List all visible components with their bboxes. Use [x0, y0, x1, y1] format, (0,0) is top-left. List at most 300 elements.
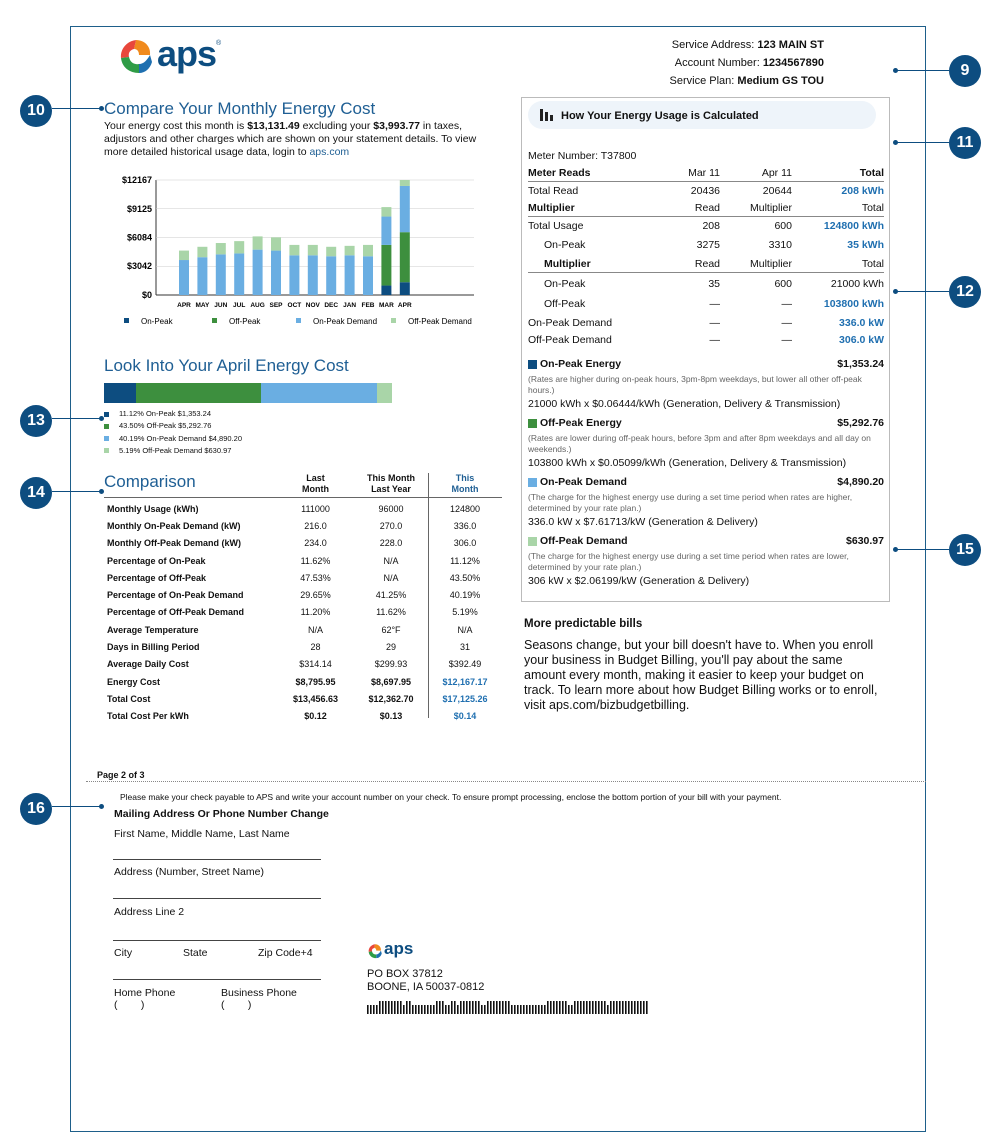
barcode-bar — [373, 1005, 375, 1014]
comparison-table — [107, 500, 501, 725]
barcode-bar — [553, 1001, 555, 1014]
charge-note: (The charge for the highest energy use during a set time period when rates are higher, determined by your rate plan.) — [528, 492, 853, 513]
barcode-bar — [634, 1001, 636, 1014]
charge-header — [528, 415, 884, 431]
barcode-bar — [577, 1001, 579, 1014]
barcode-bar — [403, 1005, 405, 1014]
barcode-bar — [508, 1001, 510, 1014]
meter-row — [528, 314, 884, 331]
bar-segment — [363, 256, 373, 295]
meter-reads-table — [528, 164, 884, 348]
comparison-cell: Percentage of Off-Peak Demand — [107, 607, 245, 618]
barcode-bar — [640, 1001, 642, 1014]
barcode-bar — [565, 1001, 567, 1014]
logo-text: aps — [157, 33, 217, 74]
comparison-cell: 124800 — [449, 503, 481, 514]
april-cost-segment — [136, 383, 261, 403]
meter-cell: 3275 — [696, 239, 720, 251]
charge-swatch — [528, 478, 537, 487]
barcode-bar — [595, 1001, 597, 1014]
callout-11-line — [896, 142, 949, 143]
comparison-cell: 40.19% — [449, 590, 481, 601]
charge-calculation: 306 kW x $2.06199/kW (Generation & Delivery) — [528, 575, 750, 587]
barcode-bar — [451, 1001, 453, 1014]
charge-name: On-Peak Energy — [540, 358, 622, 370]
city-label: City — [114, 947, 133, 959]
comparison-cell: 11.62% — [300, 555, 331, 566]
barcode-bar — [427, 1005, 429, 1014]
charge-calculation: 336.0 kW x $7.61713/kW (Generation & Delivery) — [528, 516, 758, 528]
callout-16-dot — [99, 804, 104, 809]
meter-cell: Off-Peak Demand — [528, 333, 612, 346]
meter-cell: 20436 — [690, 184, 720, 197]
payment-instructions: Please make your check payable to APS and write your account number on your check. To ensure prompt processing, enclose the bottom portion of your bill with your payment. — [120, 792, 782, 802]
barcode-bar — [547, 1001, 549, 1014]
budget-title: More predictable bills — [524, 618, 643, 630]
aps-logo — [117, 33, 227, 76]
barcode-bar — [442, 1001, 444, 1014]
comparison-cell: $0.14 — [453, 711, 477, 722]
barcode-bar — [367, 1005, 369, 1014]
meter-cell: 124800 kWh — [823, 220, 884, 232]
address-line2-label: Address Line 2 — [114, 906, 185, 918]
y-tick-label: $6084 — [126, 232, 152, 243]
city-state-zip-field[interactable] — [113, 979, 321, 980]
meter-row — [528, 182, 884, 200]
comparison-cell: 234.0 — [304, 538, 327, 549]
bar-segment — [381, 245, 391, 286]
barcode-bar — [580, 1001, 582, 1014]
comparison-rule — [104, 497, 502, 498]
legend-swatch — [104, 436, 109, 441]
callout-9-line — [896, 70, 949, 71]
remit-logo — [367, 941, 427, 961]
barcode-bar — [511, 1005, 513, 1014]
charge-header — [528, 474, 884, 490]
comparison-cell: Percentage of On-Peak Demand — [107, 590, 244, 601]
calc-title: How Your Energy Usage is Calculated — [561, 110, 759, 122]
legend-swatch — [124, 318, 129, 323]
home-phone-label: Home Phone — [114, 987, 176, 999]
comparison-cell: $392.49 — [448, 659, 482, 670]
barcode-bar — [379, 1001, 381, 1014]
callout-14-line — [52, 491, 100, 492]
april-legend-item — [104, 445, 242, 457]
barcode-bar — [496, 1001, 498, 1014]
barcode-bar — [610, 1001, 612, 1014]
charge-amount: $630.97 — [846, 535, 884, 547]
look-title: Look Into Your April Energy Cost — [104, 356, 349, 375]
charge-note: (The charge for the highest energy use during a set time period when rates are lower, determined by your rate plan.) — [528, 551, 849, 572]
callout-9: 9 — [949, 55, 981, 87]
barcode-bar — [586, 1001, 588, 1014]
col-this-month: This Month — [451, 473, 479, 494]
meter-cell: On-Peak Demand — [528, 316, 613, 329]
col-this-month-last-year: This Month Last Year — [367, 473, 415, 494]
meter-cell: 208 — [702, 220, 720, 232]
charge-swatch — [528, 360, 537, 369]
x-tick-label: DEC — [324, 302, 339, 309]
comparison-row — [107, 656, 501, 673]
barcode-bar — [637, 1001, 639, 1014]
meter-cell: 35 kWh — [847, 239, 884, 251]
barcode-bar — [583, 1001, 585, 1014]
callout-16: 16 — [20, 793, 52, 825]
charge-swatch — [528, 419, 537, 428]
meter-row — [528, 217, 884, 236]
comparison-cell: 43.50% — [449, 572, 481, 583]
compare-summary: Your energy cost this month is $13,131.49 excluding your $3,993.77 in taxes, adjustors and other charges which are shown on your statement details. To view more detailed historical usage data, login to aps.com — [104, 120, 477, 158]
meter-row — [528, 273, 884, 295]
meter-cell: 21000 kWh — [830, 277, 884, 290]
comparison-cell: 47.53% — [300, 572, 331, 583]
callout-10-line — [52, 108, 100, 109]
x-tick-label: SEP — [269, 302, 283, 309]
bar-segment — [271, 251, 281, 295]
legend-label: On-Peak Demand — [313, 317, 378, 326]
state-label: State — [183, 947, 208, 959]
budget-text: Seasons change, but your bill doesn't have to. When you enroll your business in Budget Billing, you'll pay about the same amount every month, making it easier to keep your budget on track. To learn more about how Budget Billing works or to enroll, visit aps.com/bizbudgetbilling. — [524, 638, 878, 712]
bar-segment — [289, 255, 299, 295]
x-tick-label: AUG — [250, 302, 265, 309]
barcode-bar — [604, 1001, 606, 1014]
x-tick-label: JAN — [343, 302, 357, 309]
y-tick-label: $12167 — [121, 175, 152, 185]
bar-segment — [179, 251, 189, 260]
april-legend-item — [104, 420, 242, 432]
meter-cell: Multiplier — [720, 199, 792, 217]
barcode-bar — [562, 1001, 564, 1014]
bar-segment — [400, 186, 410, 232]
bar-segment — [326, 256, 336, 295]
comparison-cell: Average Daily Cost — [107, 659, 189, 670]
comparison-cell: Total Cost — [107, 693, 151, 704]
barcode-bar — [535, 1005, 537, 1014]
comparison-cell: Average Temperature — [107, 624, 199, 635]
callout-11: 11 — [949, 127, 981, 159]
barcode-bar — [463, 1001, 465, 1014]
meter-cell: — — [709, 333, 720, 346]
charge-name: On-Peak Demand — [540, 476, 627, 488]
meter-row — [528, 235, 884, 255]
april-cost-segment — [104, 383, 136, 403]
bar-segment — [234, 253, 244, 295]
barcode-bar — [607, 1005, 609, 1014]
comparison-cell: 336.0 — [453, 520, 477, 531]
meter-cell: 600 — [774, 220, 792, 232]
y-tick-label: $3042 — [126, 261, 152, 272]
april-cost-segment — [261, 383, 377, 403]
service-plan: Service Plan: Medium GS TOU — [669, 75, 824, 87]
legend-label: Off-Peak Demand — [408, 317, 472, 326]
callout-13: 13 — [20, 405, 52, 437]
meter-cell: Total Usage — [528, 220, 584, 232]
charge-amount: $1,353.24 — [837, 358, 884, 370]
barcode-bar — [643, 1001, 645, 1014]
barcode-bar — [436, 1001, 438, 1014]
barcode-bar — [448, 1005, 450, 1014]
comparison-cell: 270.0 — [379, 520, 403, 531]
charge-item — [528, 415, 884, 471]
barcode-bar — [505, 1001, 507, 1014]
bar-segment — [308, 245, 318, 255]
barcode-bar — [418, 1005, 420, 1014]
barcode-bar — [472, 1001, 474, 1014]
aps-link[interactable]: aps.com — [309, 146, 350, 158]
barcode-bar — [391, 1001, 393, 1014]
col-last-month: Last Month — [302, 473, 329, 494]
meter-cell: — — [781, 316, 792, 329]
comparison-cell: 11.12% — [450, 555, 480, 566]
bar-segment — [400, 282, 410, 295]
account-number: Account Number: 1234567890 — [674, 57, 824, 69]
bar-segment — [197, 247, 207, 257]
logo-reg: ® — [216, 40, 222, 47]
barcode-bar — [529, 1005, 531, 1014]
barcode-bar — [619, 1001, 621, 1014]
meter-cell: 103800 kWh — [823, 298, 884, 310]
comparison-cell: Energy Cost — [107, 676, 161, 687]
meter-cell: Multiplier — [528, 255, 648, 273]
comparison-row — [107, 535, 501, 552]
bar-segment — [363, 245, 373, 256]
x-tick-label: FEB — [361, 302, 375, 309]
barcode-bar — [484, 1005, 486, 1014]
meter-cell: — — [781, 333, 792, 346]
meter-cell: Read — [648, 199, 720, 217]
barcode-bar — [424, 1005, 426, 1014]
y-tick-label: $0 — [141, 290, 152, 300]
meter-row — [528, 164, 884, 182]
comparison-cell: 62°F — [381, 624, 401, 635]
postal-barcode — [367, 1001, 649, 1014]
callout-13-line — [52, 418, 100, 419]
barcode-bar — [526, 1005, 528, 1014]
comparison-row — [107, 673, 501, 690]
address-line2-field[interactable] — [113, 940, 321, 941]
charge-calculation: 103800 kWh x $0.05099/kWh (Generation, Delivery & Transmission) — [528, 457, 847, 469]
comparison-cell: 11.62% — [376, 607, 406, 618]
comparison-row — [107, 586, 501, 603]
legend-text: 11.12% On-Peak $1,353.24 — [119, 409, 212, 418]
barcode-bar — [550, 1001, 552, 1014]
x-tick-label: APR — [177, 302, 191, 309]
callout-10: 10 — [20, 95, 52, 127]
meter-row — [528, 294, 884, 314]
comparison-cell: 29.65% — [300, 590, 331, 601]
barcode-bar — [514, 1005, 516, 1014]
bar-segment — [179, 260, 189, 295]
barcode-bar — [382, 1001, 384, 1014]
barcode-bar — [478, 1001, 480, 1014]
bar-segment — [234, 241, 244, 253]
remit-address — [367, 968, 484, 994]
name-field[interactable] — [113, 859, 321, 860]
meter-cell: Total — [792, 255, 884, 273]
comparison-cell: Percentage of Off-Peak — [107, 572, 207, 583]
barcode-bar — [385, 1001, 387, 1014]
meter-cell: 20644 — [762, 184, 792, 197]
meter-cell: 306.0 kW — [839, 333, 884, 346]
address-label: Address (Number, Street Name) — [114, 866, 264, 878]
service-header — [600, 36, 824, 90]
legend-swatch — [212, 318, 217, 323]
bar-segment — [253, 236, 263, 249]
legend-swatch — [296, 318, 301, 323]
barcode-bar — [433, 1005, 435, 1014]
comparison-cell: $0.13 — [379, 711, 403, 722]
meter-cell: — — [709, 298, 720, 310]
home-phone-field[interactable]: ( ) — [114, 999, 145, 1011]
barcode-bar — [613, 1001, 615, 1014]
address-field[interactable] — [113, 898, 321, 899]
compare-title: Compare Your Monthly Energy Cost — [104, 99, 376, 118]
april-cost-segment — [377, 383, 392, 403]
barcode-bar — [409, 1001, 411, 1014]
mailing-title: Mailing Address Or Phone Number Change — [114, 808, 329, 820]
bar-segment — [381, 286, 391, 295]
x-tick-label: NOV — [305, 302, 320, 309]
bar-segment — [289, 245, 299, 255]
barcode-bar — [589, 1001, 591, 1014]
barcode-bar — [412, 1005, 414, 1014]
meter-cell: 3310 — [768, 239, 792, 251]
meter-row — [528, 199, 884, 217]
comparison-cell: Monthly On-Peak Demand (kW) — [107, 520, 241, 531]
legend-text: 43.50% Off-Peak $5,292.76 — [119, 421, 212, 431]
meter-cell: 600 — [774, 277, 792, 290]
comparison-cell: 111000 — [301, 503, 330, 514]
x-tick-label: MAY — [195, 302, 210, 309]
barcode-bar — [628, 1001, 630, 1014]
legend-label: Off-Peak — [229, 317, 261, 326]
meter-cell: Multiplier — [528, 199, 648, 217]
meter-cell: On-Peak — [544, 239, 586, 251]
meter-number: Meter Number: T37800 — [528, 150, 637, 162]
comparison-cell: N/A — [457, 624, 473, 635]
barcode-bar — [598, 1001, 600, 1014]
bar-segment — [326, 247, 336, 256]
bar-segment — [197, 257, 207, 295]
comparison-cell: $8,697.95 — [370, 676, 412, 687]
barcode-bar — [388, 1001, 390, 1014]
barcode-bar — [532, 1005, 534, 1014]
business-phone-field[interactable]: ( ) — [221, 999, 252, 1011]
barcode-bar — [616, 1001, 618, 1014]
remit-logo-text: aps — [384, 939, 414, 958]
barcode-bar — [376, 1005, 378, 1014]
barcode-bar — [397, 1001, 399, 1014]
bar-segment — [400, 232, 410, 282]
comparison-cell: 29 — [385, 642, 396, 653]
barcode-bar — [523, 1005, 525, 1014]
barcode-bar — [571, 1005, 573, 1014]
barcode-bar — [406, 1001, 408, 1014]
comparison-cell: N/A — [383, 555, 399, 566]
legend-text: 5.19% Off-Peak Demand $630.97 — [119, 445, 232, 455]
april-legend-item — [104, 433, 242, 445]
charge-item — [528, 356, 884, 412]
comparison-title: Comparison — [104, 472, 196, 491]
callout-12-line — [896, 291, 949, 292]
meter-row — [528, 331, 884, 348]
barcode-bar — [394, 1001, 396, 1014]
meter-cell: 336.0 kW — [839, 316, 884, 329]
bar-segment — [345, 255, 355, 295]
comparison-cell: $17,125.26 — [442, 693, 488, 704]
bar-segment — [216, 243, 226, 254]
barcode-bar — [460, 1001, 462, 1014]
barcode-bar — [520, 1005, 522, 1014]
barcode-bar — [559, 1001, 561, 1014]
barcode-bar — [544, 1005, 546, 1014]
business-phone-label: Business Phone — [221, 987, 297, 999]
meter-cell: Read — [648, 255, 720, 273]
charge-note: (Rates are higher during on-peak hours, 3pm-8pm weekdays, but lower all other off-peak hours.) — [528, 374, 862, 395]
barcode-bar — [370, 1005, 372, 1014]
barcode-bar — [646, 1001, 648, 1014]
meter-cell: Total — [792, 199, 884, 217]
meter-cell: Multiplier — [720, 255, 792, 273]
barcode-bar — [430, 1005, 432, 1014]
comparison-cell: N/A — [383, 572, 399, 583]
legend-swatch — [104, 424, 109, 429]
charge-calculation: 21000 kWh x $0.06444/kWh (Generation, Delivery & Transmission) — [528, 398, 841, 410]
comparison-cell: 96000 — [378, 503, 404, 514]
charge-header — [528, 356, 884, 372]
callout-15: 15 — [949, 534, 981, 566]
comparison-row — [107, 638, 501, 655]
april-cost-legend — [104, 408, 242, 457]
meter-cell: 35 — [708, 277, 720, 290]
bar-segment — [253, 250, 263, 295]
barcode-bar — [490, 1001, 492, 1014]
comparison-cell: 11.20% — [300, 607, 331, 618]
meter-cell: Off-Peak — [544, 298, 586, 310]
comparison-cell: N/A — [307, 624, 323, 635]
barcode-bar — [592, 1001, 594, 1014]
bar-chart-icon — [540, 109, 554, 121]
comparison-cell: Percentage of On-Peak — [107, 555, 206, 566]
april-legend-item — [104, 408, 242, 420]
legend-swatch — [391, 318, 396, 323]
comparison-row — [107, 569, 501, 586]
comparison-cell: $8,795.95 — [295, 676, 336, 687]
barcode-bar — [445, 1005, 447, 1014]
remit-line-2: BOONE, IA 50037-0812 — [367, 981, 485, 993]
meter-cell: 208 kWh — [841, 184, 884, 197]
callout-16-line — [52, 806, 100, 807]
meter-cell: Total Read — [528, 184, 579, 197]
meter-cell: Meter Reads — [528, 164, 648, 182]
charge-name: Off-Peak Demand — [540, 535, 628, 547]
x-tick-label: OCT — [287, 302, 302, 309]
charge-amount: $5,292.76 — [837, 417, 884, 429]
barcode-bar — [601, 1001, 603, 1014]
barcode-bar — [574, 1001, 576, 1014]
legend-text: 40.19% On-Peak Demand $4,890.20 — [119, 433, 242, 443]
barcode-bar — [475, 1001, 477, 1014]
barcode-bar — [517, 1005, 519, 1014]
comparison-row — [107, 517, 501, 534]
comparison-cell: Monthly Off-Peak Demand (kW) — [107, 538, 242, 549]
tear-line — [86, 781, 926, 782]
x-tick-label: JUN — [214, 302, 228, 309]
x-tick-label: MAR — [378, 302, 394, 309]
y-tick-label: $9125 — [126, 203, 152, 214]
service-address: Service Address: 123 MAIN ST — [671, 39, 824, 51]
barcode-bar — [454, 1001, 456, 1014]
